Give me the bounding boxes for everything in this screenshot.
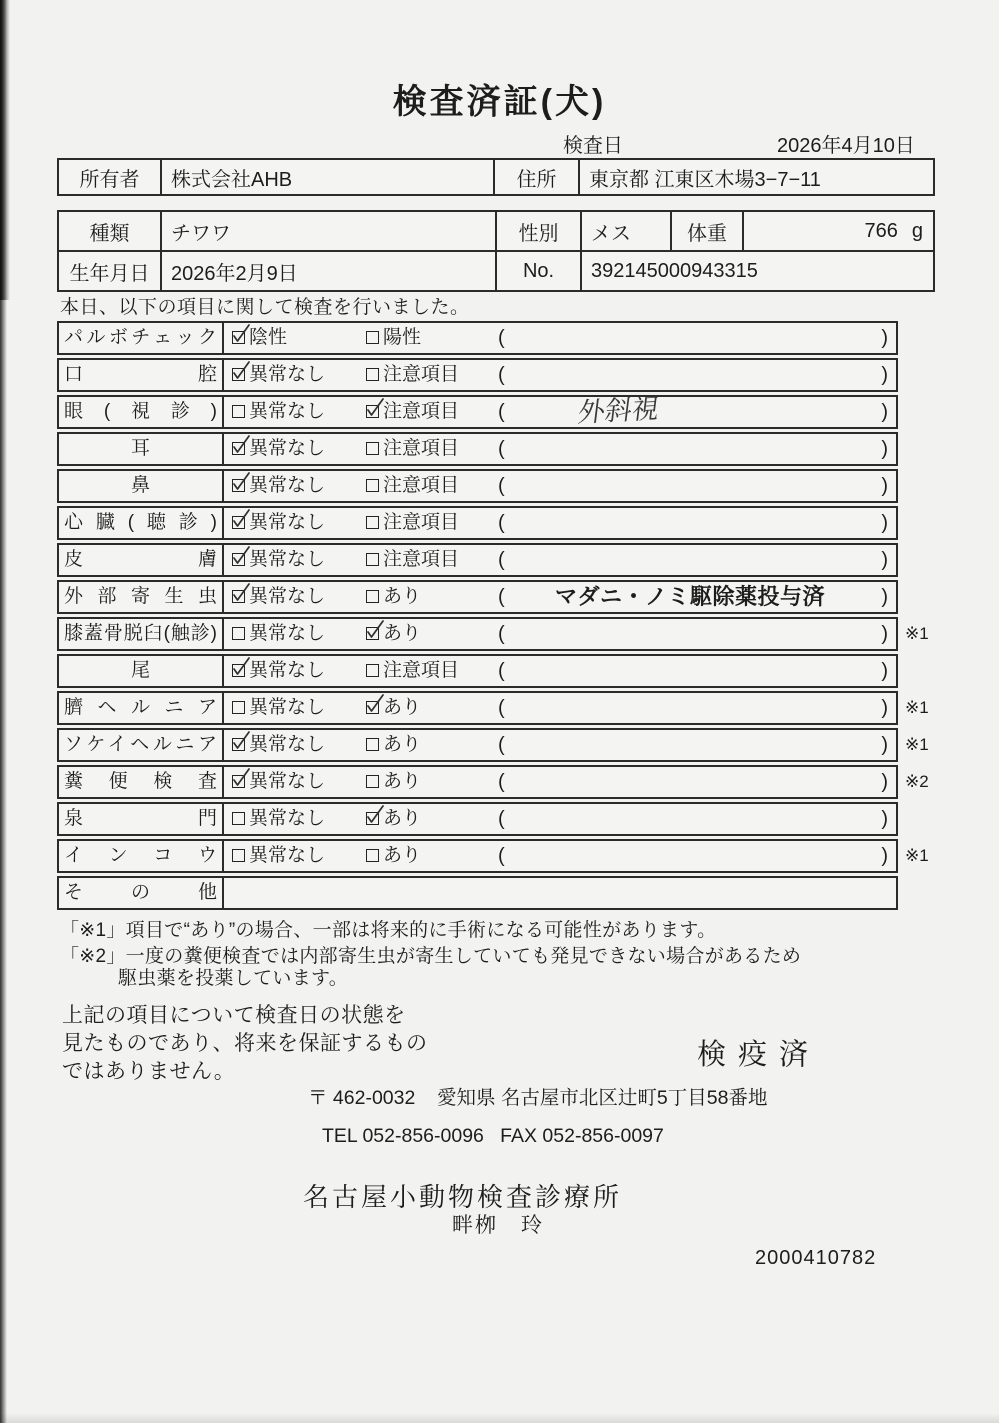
option-1	[232, 471, 325, 501]
exam-row	[57, 654, 898, 688]
checkbox	[366, 479, 379, 492]
paren-open: (	[498, 549, 505, 571]
paren-close: )	[881, 438, 888, 460]
option-2	[366, 434, 459, 464]
exam-row	[57, 506, 898, 540]
weight-number: 766	[864, 219, 898, 242]
checkbox-label: あり	[383, 808, 422, 829]
exam-row-label: 心臓(聴診)	[59, 508, 224, 538]
checkbox	[232, 405, 245, 418]
option-2	[366, 767, 421, 797]
weight-label: 体重	[672, 212, 744, 250]
checkbox-label: 陽性	[383, 327, 422, 348]
exam-row-label: 臍ヘルニア	[59, 693, 224, 723]
option-1	[232, 841, 325, 871]
checkbox-label: 異常なし	[249, 771, 326, 792]
exam-row-label: 糞便検査	[59, 767, 224, 797]
id-number-label: No.	[497, 252, 582, 290]
checkbox	[232, 664, 245, 677]
paren-close: )	[881, 401, 888, 423]
exam-row-content	[226, 841, 929, 871]
exam-row-label: インコウ	[59, 841, 224, 871]
option-2	[366, 323, 421, 353]
checkbox-label: あり	[383, 734, 422, 755]
inspection-date-label: 検査日	[563, 135, 623, 157]
footnote-1: 「※1」項目で“あり”の場合、一部は将来的に手術になる可能性があります。	[60, 920, 717, 941]
checkbox	[232, 738, 245, 751]
exam-row	[57, 543, 898, 577]
checkbox-label: 異常なし	[249, 512, 326, 533]
paren-open: (	[498, 327, 505, 349]
option-1	[232, 804, 325, 834]
checkbox	[366, 849, 379, 862]
checkbox-label: 異常なし	[249, 623, 326, 644]
option-2	[366, 582, 421, 612]
checkbox	[232, 775, 245, 788]
checkmark-icon	[229, 728, 253, 754]
intro-line: 本日、以下の項目に関して検査を行いました。	[60, 297, 470, 318]
exam-row	[57, 432, 898, 466]
birthdate-label: 生年月日	[59, 252, 162, 290]
exam-row-label: 泉門	[59, 804, 224, 834]
paren-open: (	[498, 364, 505, 386]
exam-row-label: 鼻	[59, 471, 224, 501]
option-2	[366, 841, 421, 871]
disclaimer-line2: 見たものであり、将来を保証するもの	[62, 1032, 428, 1055]
paren-content: 外斜視	[576, 393, 661, 428]
checkmark-icon	[229, 543, 253, 569]
checkbox	[232, 553, 245, 566]
option-1	[232, 582, 325, 612]
checkbox-label: 注意項目	[383, 475, 460, 496]
exam-row-content	[226, 619, 929, 649]
exam-row-label: 耳	[59, 434, 224, 464]
option-1	[232, 619, 325, 649]
exam-row-content	[226, 582, 896, 612]
checkbox	[366, 701, 379, 714]
option-1	[232, 323, 287, 353]
option-1	[232, 545, 325, 575]
certificate-title: 検査済証(犬)	[392, 83, 607, 121]
address-label: 住所	[495, 160, 580, 194]
checkbox	[232, 516, 245, 529]
owner-table	[57, 158, 935, 196]
option-2	[366, 619, 421, 649]
checkbox	[232, 812, 245, 825]
disclaimer-line1: 上記の項目について検査日の状態を	[62, 1004, 406, 1027]
checkbox	[366, 775, 379, 788]
reference-mark: ※1	[905, 624, 929, 643]
animal-table	[57, 210, 935, 292]
checkbox-label: 注意項目	[383, 549, 460, 570]
inspection-date-value: 2026年4月10日	[777, 135, 915, 157]
paren-close: )	[881, 734, 888, 756]
scan-edge-artifact	[0, 1413, 999, 1423]
exam-row-label: その他	[59, 878, 224, 908]
paren-open: (	[498, 660, 505, 682]
reference-mark: ※1	[905, 698, 929, 717]
checkbox	[366, 812, 379, 825]
checkmark-icon	[363, 802, 387, 828]
exam-row-content	[226, 393, 896, 428]
checkbox-label: 注意項目	[383, 438, 460, 459]
checkbox	[366, 442, 379, 455]
checkmark-icon	[363, 691, 387, 717]
checkbox-label: 異常なし	[249, 475, 326, 496]
serial-number: 2000410782	[755, 1247, 877, 1269]
exam-row-content	[226, 434, 896, 464]
checkmark-icon	[229, 506, 253, 532]
option-2	[366, 397, 459, 427]
checkbox	[366, 516, 379, 529]
reference-mark: ※2	[905, 772, 929, 791]
option-1	[232, 767, 325, 797]
paren-close: )	[881, 808, 888, 830]
exam-row-label: 膝蓋骨脱臼(触診)	[59, 619, 224, 649]
paren-open: (	[498, 697, 505, 719]
paren-close: )	[881, 327, 888, 349]
birthdate-value: 2026年2月9日	[162, 252, 497, 290]
option-1	[232, 397, 325, 427]
checkbox	[232, 849, 245, 862]
paren-close: )	[881, 586, 888, 608]
exam-row-content	[226, 656, 896, 686]
exam-row	[57, 395, 898, 429]
exam-row-label: ソケイヘルニア	[59, 730, 224, 760]
option-2	[366, 471, 459, 501]
checkbox-label: あり	[383, 845, 422, 866]
checkbox	[232, 331, 245, 344]
exam-row-label: パルボチェック	[59, 323, 224, 353]
exam-row	[57, 839, 929, 873]
breed-label: 種類	[59, 212, 162, 250]
checkbox-label: 注意項目	[383, 364, 460, 385]
paren-open: (	[498, 438, 505, 460]
checkmark-icon	[363, 617, 387, 643]
sex-value: メス	[582, 212, 672, 250]
breed-value: チワワ	[162, 212, 497, 250]
exam-row	[57, 321, 898, 355]
checkbox-label: 異常なし	[249, 808, 326, 829]
exam-row-label: 外部寄生虫	[59, 582, 224, 612]
exam-row	[57, 469, 898, 503]
checkmark-icon	[229, 580, 253, 606]
option-2	[366, 508, 459, 538]
paren-open: (	[498, 771, 505, 793]
checkbox-label: 異常なし	[249, 734, 326, 755]
option-2	[366, 693, 421, 723]
exam-row-label: 尾	[59, 656, 224, 686]
checkmark-icon	[363, 395, 387, 421]
footnote-2-line1: 「※2」一度の糞便検査では内部寄生虫が寄生していても発見できない場合があるため	[60, 946, 802, 967]
option-2	[366, 804, 421, 834]
checkbox	[366, 590, 379, 603]
option-1	[232, 693, 325, 723]
paren-close: )	[881, 512, 888, 534]
paren-open: (	[498, 623, 505, 645]
option-2	[366, 730, 421, 760]
paren-close: )	[881, 623, 888, 645]
checkbox	[232, 701, 245, 714]
option-1	[232, 360, 325, 390]
checkbox	[232, 590, 245, 603]
address-value: 東京都 江東区木場3−7−11	[589, 168, 821, 191]
exam-row	[57, 691, 929, 725]
scan-edge-artifact	[0, 0, 10, 300]
weight-value	[744, 212, 933, 250]
option-1	[232, 730, 325, 760]
quarantine-stamp: 検疫済	[697, 1039, 821, 1071]
exam-row-content	[226, 878, 896, 908]
checkbox	[232, 479, 245, 492]
paren-open: (	[498, 512, 505, 534]
id-number-value: 392145000943315	[591, 259, 758, 282]
checkbox	[366, 664, 379, 677]
option-1	[232, 508, 325, 538]
option-2	[366, 656, 459, 686]
exam-row	[57, 876, 898, 910]
checkbox	[366, 627, 379, 640]
exam-row	[57, 765, 929, 799]
exam-row	[57, 580, 898, 614]
checkmark-icon	[229, 358, 253, 384]
paren-open: (	[498, 475, 505, 497]
checkmark-icon	[229, 654, 253, 680]
checkbox-label: 異常なし	[249, 697, 326, 718]
checkbox-label: あり	[383, 697, 422, 718]
exam-row	[57, 728, 929, 762]
owner-value: 株式会社AHB	[162, 160, 495, 194]
footnote-2-line2: 駆虫薬を投薬しています。	[118, 968, 349, 989]
exam-row-content	[226, 471, 896, 501]
sex-label: 性別	[497, 212, 582, 250]
checkbox-label: 陰性	[249, 327, 288, 348]
exam-row-content	[226, 323, 896, 353]
checkbox-label: 注意項目	[383, 660, 460, 681]
checkbox	[366, 738, 379, 751]
owner-label: 所有者	[59, 160, 162, 194]
paren-open: (	[498, 401, 505, 423]
exam-row-label: 眼(視診)	[59, 397, 224, 427]
option-2	[366, 545, 459, 575]
paren-open: (	[498, 845, 505, 867]
exam-row-content	[226, 804, 896, 834]
checkbox	[366, 553, 379, 566]
checkbox	[366, 405, 379, 418]
checkbox-label: 異常なし	[249, 660, 326, 681]
checkbox-label: 異常なし	[249, 845, 326, 866]
option-1	[232, 656, 325, 686]
checkbox	[232, 442, 245, 455]
reference-mark: ※1	[905, 846, 929, 865]
clinic-postal-address: 〒 462-0032 愛知県 名古屋市北区辻町5丁目58番地	[308, 1087, 768, 1109]
checkmark-icon	[229, 321, 253, 347]
paren-content: マダニ・ノミ駆除薬投与済	[554, 584, 825, 609]
clinic-tel-fax: TEL 052-856-0096 FAX 052-856-0097	[322, 1125, 664, 1147]
checkbox-label: 注意項目	[383, 401, 460, 422]
checkbox-label: 異常なし	[249, 401, 326, 422]
exam-table	[57, 321, 929, 913]
checkbox-label: あり	[383, 623, 422, 644]
exam-row-content	[226, 730, 929, 760]
checkbox-label: 異常なし	[249, 586, 326, 607]
checkbox	[366, 368, 379, 381]
exam-row-content	[226, 508, 896, 538]
exam-row	[57, 802, 898, 836]
checkbox-label: あり	[383, 771, 422, 792]
exam-row-label: 皮膚	[59, 545, 224, 575]
paren-close: )	[881, 697, 888, 719]
paren-open: (	[498, 734, 505, 756]
paren-close: )	[881, 660, 888, 682]
checkbox-label: 注意項目	[383, 512, 460, 533]
exam-row-content	[226, 693, 929, 723]
paren-close: )	[881, 475, 888, 497]
checkbox	[232, 368, 245, 381]
paren-close: )	[881, 845, 888, 867]
checkbox-label: 異常なし	[249, 549, 326, 570]
checkbox-label: あり	[383, 586, 422, 607]
option-2	[366, 360, 459, 390]
checkmark-icon	[229, 432, 253, 458]
exam-row-label: 口腔	[59, 360, 224, 390]
exam-row-content	[226, 545, 896, 575]
checkbox-label: 異常なし	[249, 364, 326, 385]
checkbox-label: 異常なし	[249, 438, 326, 459]
veterinarian-name: 畔栁 玲	[452, 1214, 544, 1237]
paren-close: )	[881, 549, 888, 571]
exam-row	[57, 617, 929, 651]
option-1	[232, 434, 325, 464]
disclaimer-line3: ではありません。	[62, 1060, 236, 1083]
checkbox	[232, 627, 245, 640]
reference-mark: ※1	[905, 735, 929, 754]
checkmark-icon	[229, 469, 253, 495]
checkbox	[366, 331, 379, 344]
paren-open: (	[498, 586, 505, 608]
paren-close: )	[881, 364, 888, 386]
weight-unit: g	[911, 219, 923, 242]
exam-row-content	[226, 767, 929, 797]
checkmark-icon	[229, 765, 253, 791]
clinic-name: 名古屋小動物検査診療所	[303, 1182, 623, 1212]
paren-close: )	[881, 771, 888, 793]
paren-open: (	[498, 808, 505, 830]
